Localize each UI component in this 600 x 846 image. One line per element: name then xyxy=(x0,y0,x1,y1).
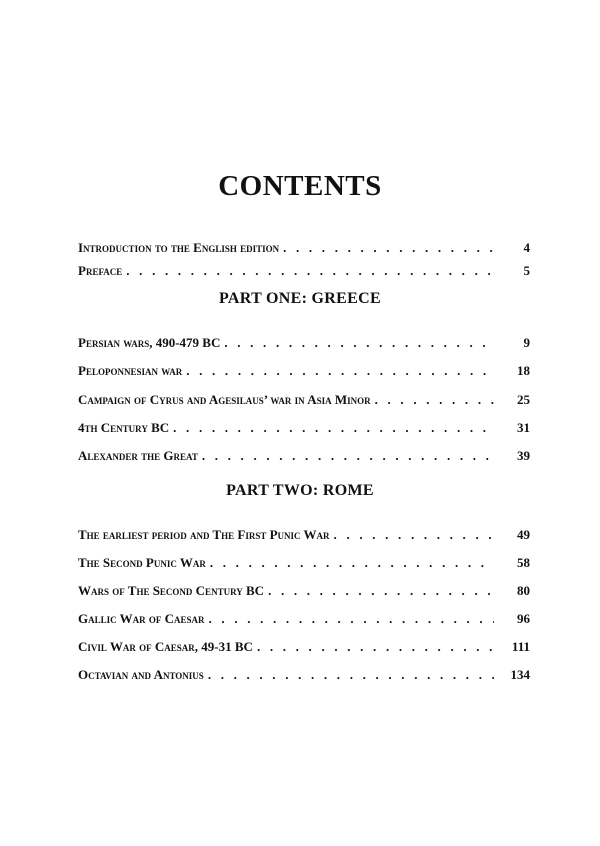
toc-entry-title: The earliest period and The First Punic War xyxy=(78,527,330,542)
toc-entry[interactable] xyxy=(78,334,530,352)
dot-leader xyxy=(209,610,494,628)
toc-entry[interactable] xyxy=(78,638,530,656)
toc-entry-title: Civil War of Caesar, 49-31 BC xyxy=(78,639,253,654)
toc-entry-title: Introduction to the English edition xyxy=(78,240,280,255)
toc-entry-page: 31 xyxy=(517,420,530,435)
toc-entry-title: 4th Century BC xyxy=(78,420,170,435)
toc-entry-page: 5 xyxy=(523,263,530,278)
toc-entry-title: Peloponnesian war xyxy=(78,363,183,378)
toc-entry-page: 25 xyxy=(517,392,530,407)
dot-leader xyxy=(210,554,494,572)
part-heading: PART TWO: ROME xyxy=(226,482,374,499)
toc-entry[interactable] xyxy=(78,610,530,628)
toc-entry-title: Alexander the Great xyxy=(78,448,198,463)
toc-entry[interactable] xyxy=(78,447,530,465)
dot-leader xyxy=(334,526,494,544)
dot-leader xyxy=(202,447,494,465)
toc-entry-title: Octavian and Antonius xyxy=(78,667,204,682)
dot-leader xyxy=(186,362,494,380)
toc-entry-title: Persian wars, 490-479 BC xyxy=(78,335,221,350)
toc-entry-page: 134 xyxy=(510,667,530,682)
dot-leader xyxy=(257,638,494,656)
part-heading: PART ONE: GREECE xyxy=(219,290,381,307)
dot-leader xyxy=(126,262,494,280)
toc-entry-title: Gallic War of Caesar xyxy=(78,611,205,626)
toc-entry[interactable] xyxy=(78,419,530,437)
toc-entry-page: 18 xyxy=(517,363,530,378)
toc-entry-page: 4 xyxy=(523,240,530,255)
toc-entry[interactable] xyxy=(78,554,530,572)
dot-leader xyxy=(173,419,494,437)
page-title: CONTENTS xyxy=(218,170,382,202)
toc-entry[interactable] xyxy=(78,362,530,380)
dot-leader xyxy=(375,391,494,409)
toc-entry-page: 58 xyxy=(517,555,530,570)
toc-entry[interactable] xyxy=(78,582,530,600)
toc-entry-page: 111 xyxy=(511,639,530,654)
toc-entry[interactable] xyxy=(78,526,530,544)
toc-entry-page: 9 xyxy=(523,335,530,350)
toc-entry[interactable] xyxy=(78,239,530,257)
toc-entry[interactable] xyxy=(78,262,530,280)
dot-leader xyxy=(268,582,494,600)
toc-entry-page: 49 xyxy=(517,527,530,542)
toc-entry-page: 39 xyxy=(517,448,530,463)
toc-entry-page: 80 xyxy=(517,583,530,598)
dot-leader xyxy=(283,239,494,257)
toc-entry[interactable] xyxy=(78,391,530,409)
dot-leader xyxy=(224,334,494,352)
toc-entry-page: 96 xyxy=(517,611,530,626)
toc-entry-title: Campaign of Cyrus and Agesilaus’ war in Asia Minor xyxy=(78,392,371,407)
toc-entry-title: The Second Punic War xyxy=(78,555,206,570)
toc-entry-title: Preface xyxy=(78,263,123,278)
toc-entry-title: Wars of The Second Century BC xyxy=(78,583,265,598)
toc-entry[interactable] xyxy=(78,666,530,684)
dot-leader xyxy=(208,666,494,684)
